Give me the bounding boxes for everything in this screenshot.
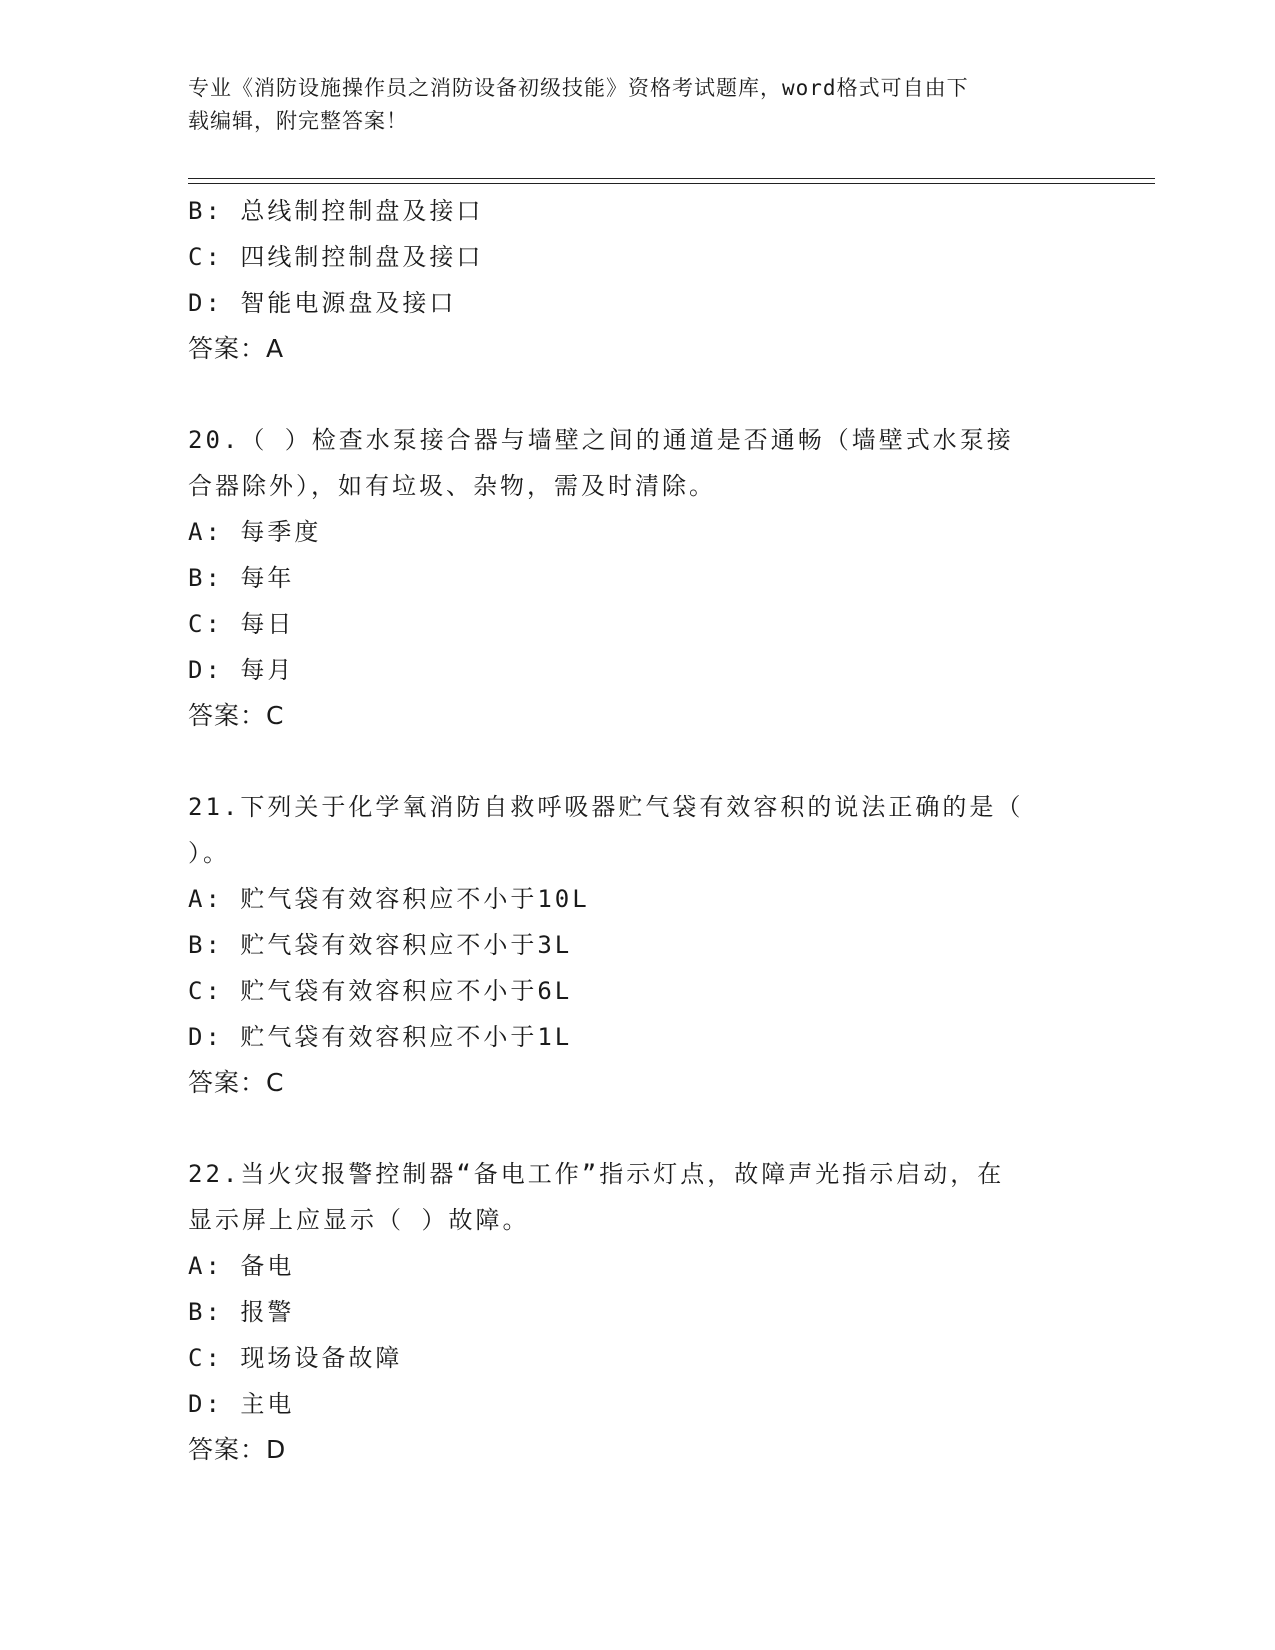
answer-line: 答案：C: [188, 1068, 285, 1097]
answer-line: 答案：C: [188, 701, 285, 730]
option-b: B: 每年: [188, 564, 295, 592]
option-a: A: 备电: [188, 1252, 295, 1280]
header-line-1: 专业《消防设施操作员之消防设备初级技能》资格考试题库，word格式可自由下: [188, 76, 969, 100]
question-22: [188, 1151, 1088, 1473]
header-line-2: 载编辑，附完整答案！: [188, 109, 408, 133]
option-d: D: 每月: [188, 656, 295, 684]
option-d: D: 主电: [188, 1390, 295, 1418]
option-b: B: 总线制控制盘及接口: [188, 197, 484, 225]
question-stem: 显示屏上应显示（ ）故障。: [188, 1206, 530, 1234]
option-c: C: 四线制控制盘及接口: [188, 243, 484, 271]
document-header: [188, 72, 1068, 138]
header-divider-bottom: [188, 183, 1155, 184]
question-stem: 22.当火灾报警控制器“备电工作”指示灯点，故障声光指示启动，在: [188, 1160, 1005, 1188]
option-b: B: 贮气袋有效容积应不小于3L: [188, 931, 573, 959]
option-c: C: 每日: [188, 610, 295, 638]
question-stem: 合器除外），如有垃圾、杂物，需及时清除。: [188, 472, 716, 500]
question-content: [188, 188, 1088, 1473]
option-a: A: 每季度: [188, 518, 322, 546]
header-divider-top: [188, 178, 1155, 179]
question-stem: 21.下列关于化学氧消防自救呼吸器贮气袋有效容积的说法正确的是（: [188, 793, 1024, 821]
question-21: [188, 784, 1088, 1106]
answer-line: 答案：D: [188, 1435, 287, 1464]
answer-line: 答案：A: [188, 334, 285, 363]
question-stem: ）。: [188, 839, 230, 867]
option-c: C: 贮气袋有效容积应不小于6L: [188, 977, 573, 1005]
partial-question: [188, 188, 1088, 372]
option-b: B: 报警: [188, 1298, 295, 1326]
question-stem: 20.（ ）检查水泵接合器与墙壁之间的通道是否通畅（墙壁式水泵接: [188, 426, 1014, 454]
question-20: [188, 417, 1088, 739]
option-d: D: 智能电源盘及接口: [188, 289, 457, 317]
option-d: D: 贮气袋有效容积应不小于1L: [188, 1023, 573, 1051]
option-a: A: 贮气袋有效容积应不小于10L: [188, 885, 590, 913]
option-c: C: 现场设备故障: [188, 1344, 403, 1372]
